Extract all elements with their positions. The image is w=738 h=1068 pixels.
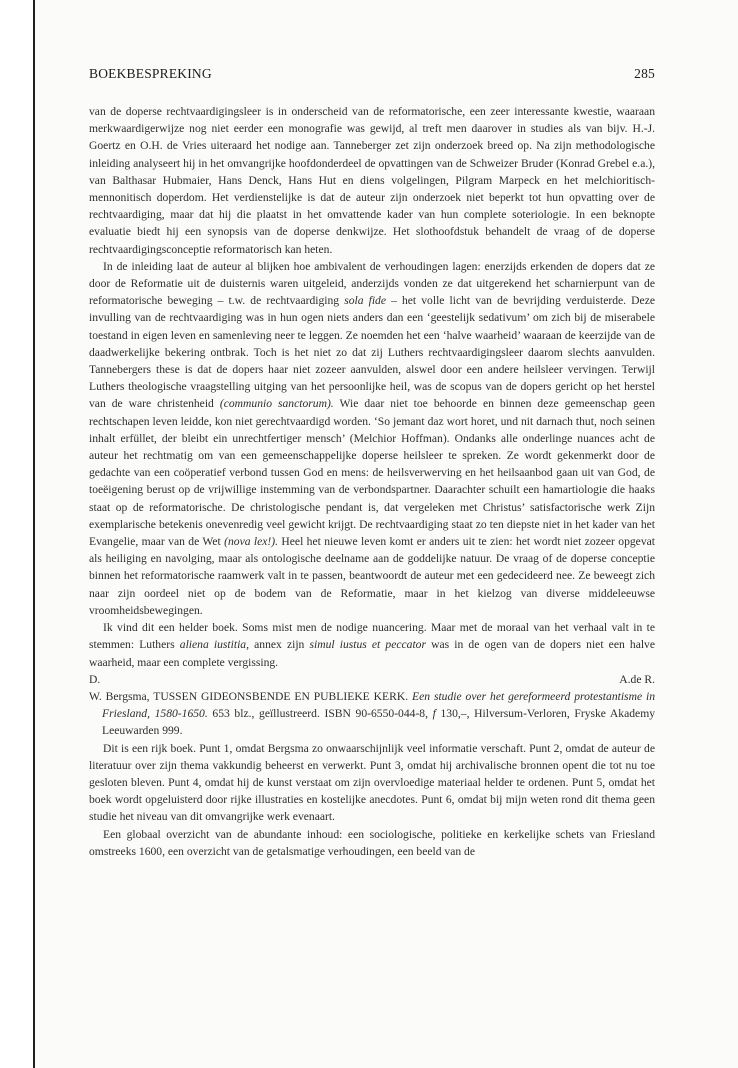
review2-paragraph-1: Dit is een rijk boek. Punt 1, omdat Bergsma zo onwaarschijnlijk veel informatie verschaft. Punt 2, omdat de auteur de literatuur over zijn thema vakkundig beheerst en verwerkt. Punt 3, omdat hij archivalische bronnen opent die tot nu toe gesloten bleven. Punt 4, omdat hij de kunst verstaat om zijn overvloedige materiaal helder te ordenen. Punt 5, omdat het boek wordt opgeluisterd door rijke illustraties en kostelijke anecdotes. Punt 6, omdat bij mijn weten rond dit thema geen studie het niveau van dit omvangrijke werk evenaart. <box>89 741 655 824</box>
running-header <box>89 66 655 84</box>
reviewer-initials: A.de R. <box>619 672 655 686</box>
review1-paragraph-3: Ik vind dit een helder boek. Soms mist men de nodige nuancering. Maar met de moraal van het verhaal valt in te stemmen: Luthers aliena iustitia, annex zijn simul iustus et peccator was in de ogen van de dopers niet een halve waarheid, maar een complete vergissing. <box>89 621 656 669</box>
term-communio-sanctorum: (communio sanctorum). <box>219 397 334 411</box>
review1-paragraph-1: van de doperse rechtvaardigingsleer is in onderscheid van de reformatorische, een zeer interessante kwestie, waaraan merkwaardigerwijze nog niet eerder een monografie was gewijd, al treft men daarover in studies als van bijv. H.-J. Goertz en O.H. de Vries uiteraard het nodige aan. Tanneberger zet zijn onderzoek breed op. Na zijn methodologische inleiding analyseert hij in het omvangrijke hoofdonderdeel de opvattingen van de Schweizer Bruder (Konrad Grebel e.a.), van Balthasar Hubmaier, Hans Denck, Hans Hut en diens volgelingen, Pilgram Marpeck en het melchioritisch-mennonitisch doperdom. Het verdienstelijke is dat de auteur zijn onderzoek niet beperkt tot hun opvatting over de rechtvaardiging, maar dat hij die plaatst in het omvattende kader van hun complete soteriologie. In een beknopte evaluatie biedt hij een synopsis van de doperse denkwijze. Het slothoofdstuk behandelt de vraag of de doperse rechtvaardigingsconceptie reformatorisch kan heten. <box>89 105 655 256</box>
term-simul-iustus: simul iustus et peccator <box>309 638 426 652</box>
term-aliena-iustitia: aliena iustitia, <box>179 638 249 652</box>
review1-paragraph-2: In de inleiding laat de auteur al blijken hoe ambivalent de verhoudingen lagen: enerzijds erkenden de dopers dat ze door de Reformatie uit de duisternis waren uitgeleid, anderzijds vonden ze dat uitgerekend het scharnierpunt van de reformatorische beweging – t.w. de rechtvaardiging sola fide – het volle licht van de bevrijding verduisterde. Deze invulling van de rechtvaardiging was in hun ogen niets anders dan een ‘geestelijk sedativum’ om zich bij de miserabele toestand in eigen leven en samenleving neer te leggen. Ze noemden het een ‘halve waarheid’ waaraan de keerzijde van de daadwerkelijke bekering ontbrak. Toch is het niet zo dat zij Luthers rechtvaardigingsleer daarom slechts aanvulden. Tannebergers these is dat de dopers haar niet zozeer aanvulden, alswel door een andere heilsleer vervingen. Terwijl Luthers theologische vraagstelling uitging van het persoonlijke heil, was de scopus van de dopers gericht op het herstel van de ware christenheid (communio sanctorum). Wie daar niet toe behoorde en binnen deze gemeenschap geen rechtschapen leven leidde, kon niet gerechtvaardigd worden. ‘So jemant daz wort horet, und nit darnach thut, noch seinen inhalt erfüllet, der bleibt ein unrechtfertiger mensch’ (Melchior Hoffman). Ondanks alle onderlinge nuances acht de auteur het rechtmatig om van een gemeenschappelijke doperse heilsleer te spreken. Ze wordt gekenmerkt door de gedachte van een coöperatief verbond tussen God en mens: de heilsverwerving en het heilsaanbod gaan uit van God, de toeëigening berust op de vrijwillige instemming van de verbondspartner. Daarachter schuilt een hamartiologie die haaks staat op de reformatorische. De christologische pendant is, dat vergeleken met Christus’ satisfactorische werk Zijn exemplarische betekenis onevenredig veel gewicht krijgt. De rechtvaardiging staat zo ten diepste niet in het kader van het Evangelie, maar van de Wet (nova lex!). Heel het nieuwe leven komt er anders uit te zien: het wordt niet zozeer opgevat als heiliging en navolging, maar als ontologische deelname aan de goddelijke natuur. De vraag of de doperse conceptie binnen het reformatorische raamwerk valt in te passen, beantwoordt de auteur met een gedecideerd nee. Ze beweegt zich naar zijn oordeel niet op de bodem van de Reformatie, maar in het kielzog van diverse middeleeuwse vroomheidsbewegingen. <box>89 259 655 617</box>
guilder-sign: f <box>432 707 436 721</box>
book-subtitle: Een studie over het gereformeerd protestantisme in Friesland, 1580-1650. <box>102 689 655 721</box>
section-title: BOEKBESPREKING <box>89 66 212 81</box>
review2-paragraph-2: Een globaal overzicht van de abundante inhoud: een sociologische, politieke en kerkelijke schets van Friesland omstreeks 1600, een overzicht van de getalsmatige verhoudingen, een beeld van de <box>89 827 655 858</box>
page-number: 285 <box>634 66 655 81</box>
signature-left: D. <box>89 672 101 686</box>
bibliographic-entry: W. Bergsma, TUSSEN GIDEONSBENDE EN PUBLIEKE KERK. Een studie over het gereformeerd protestantisme in Friesland, 1580-1650. 653 blz., geïllustreerd. ISBN 90-6550-044-8, f 130,–, Hilversum-Verloren, Fryske Akademy Leeuwarden 999. <box>89 689 656 738</box>
review-signature <box>89 671 655 688</box>
term-sola-fide: sola fide <box>344 294 386 308</box>
term-nova-lex: (nova lex!). <box>224 535 279 549</box>
body-text <box>89 103 655 860</box>
